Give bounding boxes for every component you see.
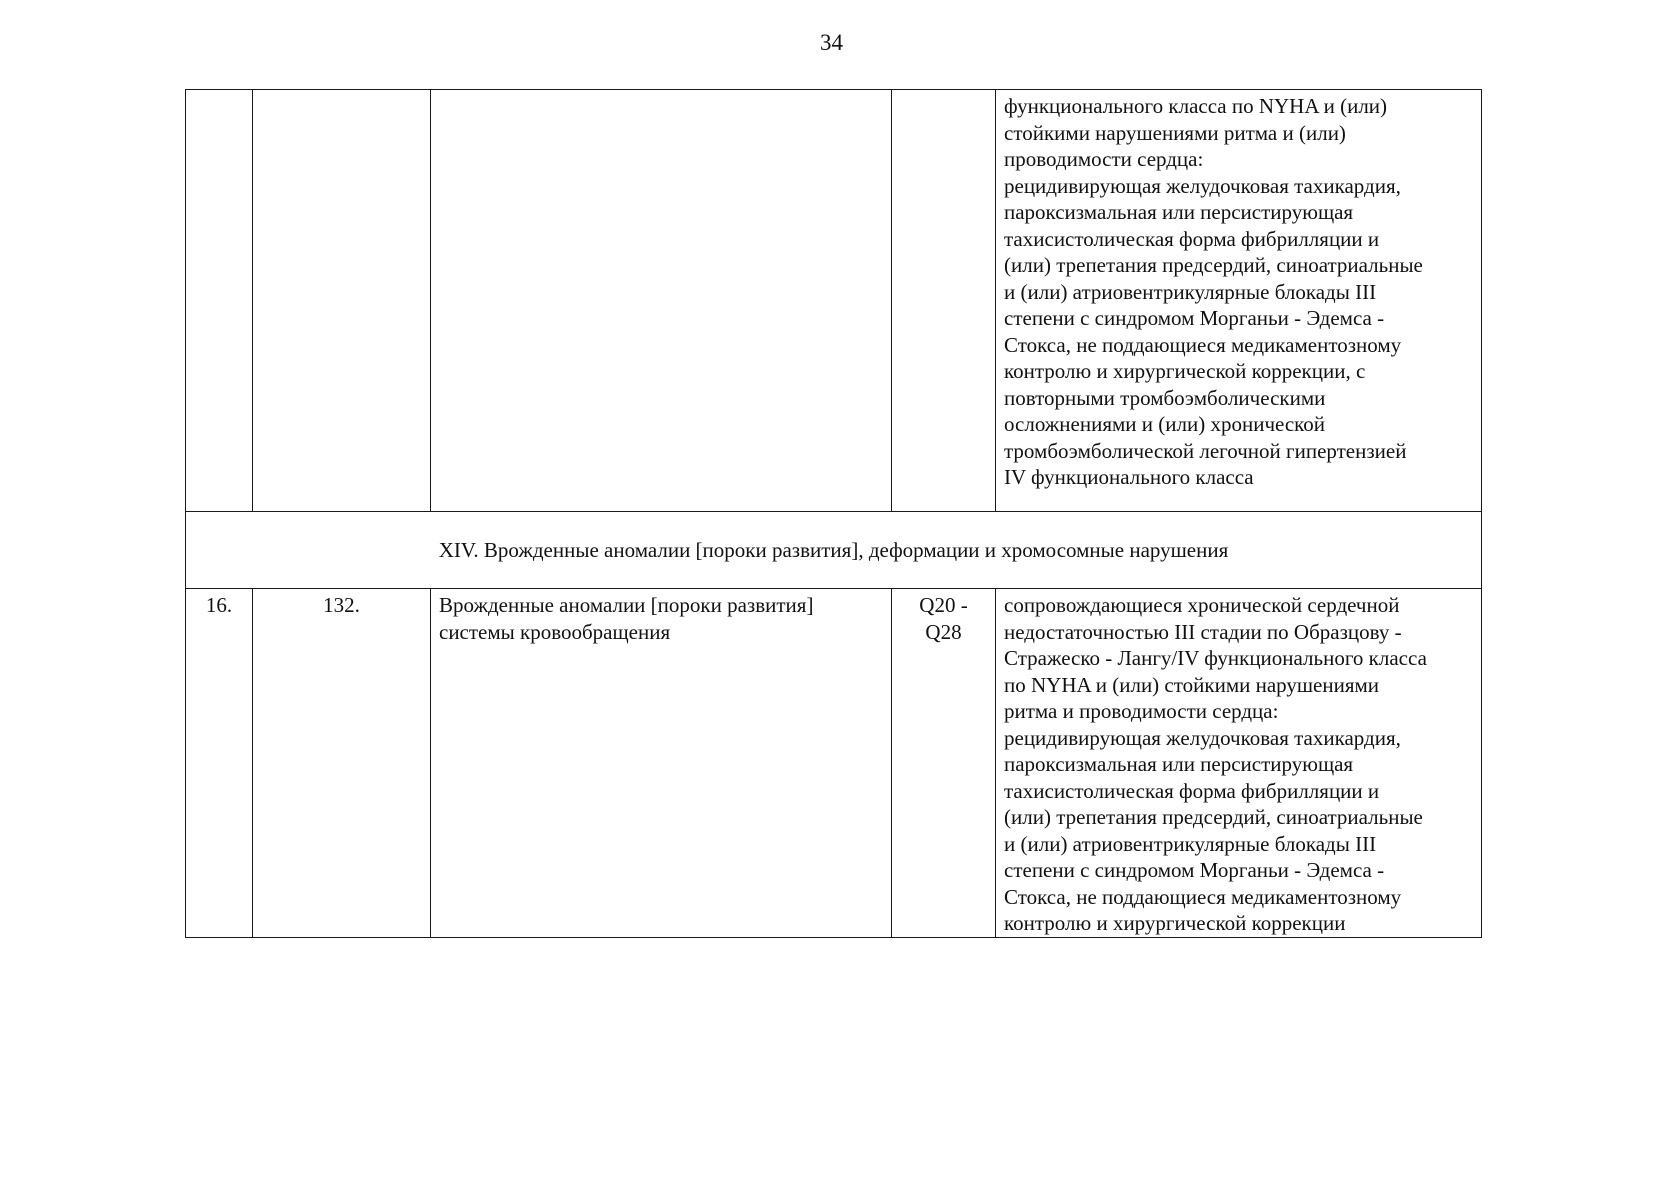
- description-line: осложнениями и (или) хронической: [1004, 412, 1326, 436]
- description-line: (или) трепетания предсердий, синоатриальные: [1004, 805, 1423, 829]
- description-line: (или) трепетания предсердий, синоатриальные: [1004, 253, 1423, 277]
- description-line: стойкими нарушениями ритма и (или): [1004, 120, 1346, 145]
- description-line: и (или) атриовентрикулярные блокады III: [1004, 831, 1377, 856]
- description-line: сопровождающиеся хронической сердечной: [1004, 593, 1400, 617]
- description-line: ритма и проводимости сердца:: [1004, 699, 1279, 723]
- description-line: степени с синдромом Морганьи - Эдемса -: [1004, 858, 1385, 882]
- description-line: недостаточностью III стадии по Образцову -: [1004, 619, 1402, 644]
- group-number-cell: [186, 90, 253, 512]
- description-line: контролю и хирургической коррекции, с: [1004, 359, 1366, 383]
- icd-code-cell: [892, 589, 996, 938]
- item-number-cell: 132.: [253, 589, 431, 938]
- disease-name-cell: [431, 90, 892, 512]
- description-line: Стокса, не поддающиеся медикаментозному: [1004, 884, 1402, 909]
- table-row-continuation: [186, 90, 1482, 512]
- description-line: по NYHA и (или) стойкими нарушениями: [1004, 672, 1380, 697]
- description-line: Стражеско - Лангу/IV функционального класса: [1004, 646, 1427, 670]
- description-line: IV функционального класса: [1004, 465, 1254, 489]
- page-number: 34: [820, 30, 843, 55]
- description-line: рецидивирующая желудочковая тахикардия,: [1004, 725, 1401, 750]
- section-heading-row: [186, 512, 1482, 589]
- criteria-table: [185, 89, 1482, 938]
- table-row: [186, 589, 1482, 938]
- description-line: Стокса, не поддающиеся медикаментозному: [1004, 332, 1402, 357]
- description-line: тахисистолическая форма фибрилляции и: [1004, 226, 1380, 251]
- icd-code-line: Q28: [925, 619, 962, 644]
- description-line: функционального класса по NYHA и (или): [1004, 94, 1388, 118]
- description-cell: [996, 90, 1482, 512]
- item-number-cell: [253, 90, 431, 512]
- description-line: степени с синдромом Морганьи - Эдемса -: [1004, 306, 1385, 330]
- description-line: пароксизмальная или персистирующая: [1004, 752, 1354, 776]
- icd-code-line: Q20 -: [919, 593, 968, 617]
- description-cell: [996, 589, 1482, 938]
- icd-code-cell: [892, 90, 996, 512]
- group-number-cell: 16.: [186, 589, 253, 938]
- description-line: и (или) атриовентрикулярные блокады III: [1004, 279, 1377, 304]
- section-heading: XIV. Врожденные аномалии [пороки развития], деформации и хромосомные нарушения: [186, 512, 1482, 589]
- disease-name-line: системы кровообращения: [439, 619, 671, 644]
- description-line: повторными тромбоэмболическими: [1004, 385, 1326, 410]
- description-line: тромбоэмболической легочной гипертензией: [1004, 438, 1407, 463]
- description-line: тахисистолическая форма фибрилляции и: [1004, 778, 1380, 803]
- description-line: проводимости сердца:: [1004, 147, 1204, 171]
- description-line: контролю и хирургической коррекции: [1004, 911, 1346, 935]
- description-line: рецидивирующая желудочковая тахикардия,: [1004, 173, 1401, 198]
- description-line: пароксизмальная или персистирующая: [1004, 200, 1354, 224]
- disease-name-line: Врожденные аномалии [пороки развития]: [439, 593, 814, 617]
- disease-name-cell: [431, 589, 892, 938]
